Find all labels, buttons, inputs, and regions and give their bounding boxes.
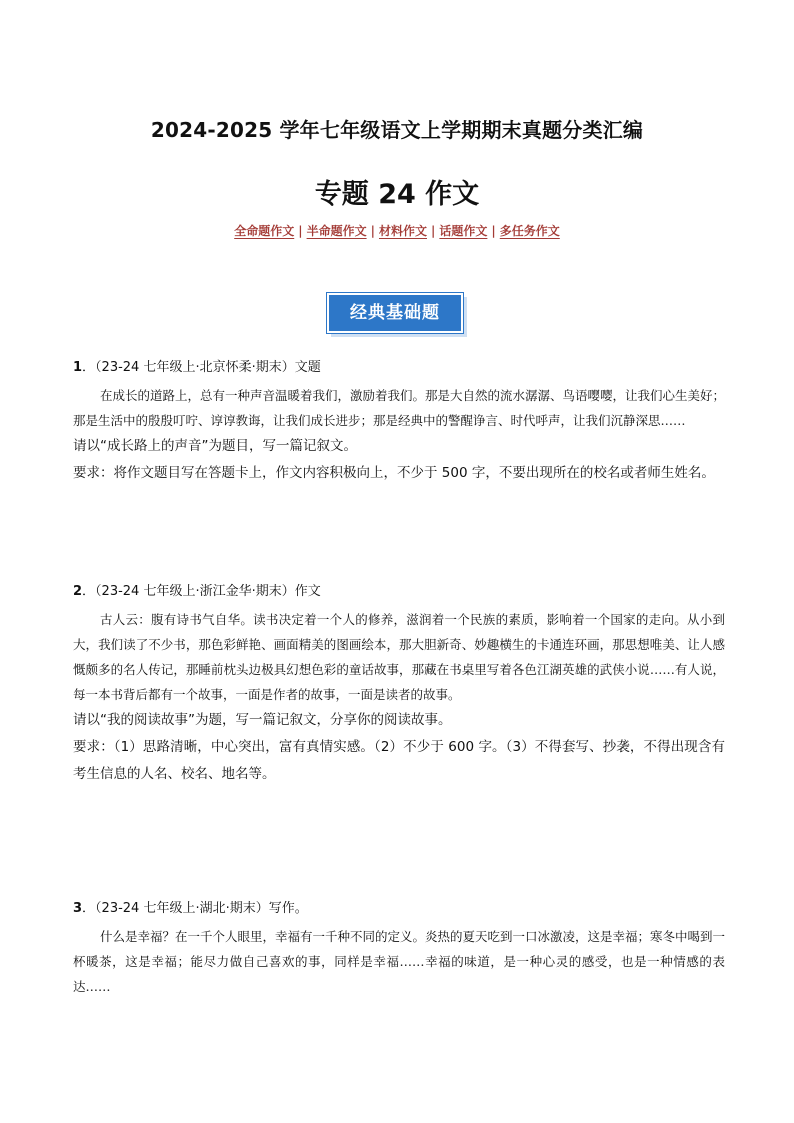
section-badge: [327, 293, 469, 340]
category-separator: |: [370, 224, 375, 238]
question-material: 在成长的道路上，总有一种声音温暖着我们，激励着我们。那是大自然的流水潺潺、鸟语嘤嘤，让我们心生美好；那是生活中的殷殷叮咛、谆谆教诲，让我们成长进步；那是经典中的警醒诤言、时代呼声，让我们沉静深思……: [73, 388, 726, 428]
question-material: 古人云：腹有诗书气自华。读书决定着一个人的修养，滋润着一个民族的素质，影响着一个国家的走向。从小到大，我们读了不少书，那色彩鲜艳、画面精美的图画绘本，那大胆新奇、妙趣横生的卡通连环画，那思想唯美、让人感慨颇多的名人传记，那睡前枕头边极具幻想色彩的童话故事，那藏在书桌里写着各色江湖英雄的武侠小说……有人说，每一本书背后都有一个故事，一面是作者的故事，一面是读者的故事。: [73, 612, 725, 702]
document-title: 2024-2025 学年七年级语文上学期期末真题分类汇编: [150, 118, 644, 142]
question-material: 什么是幸福？在一千个人眼里，幸福有一千种不同的定义。炎热的夏天吃到一口冰激凌，这是幸福；寒冬中喝到一杯暖茶，这是幸福；能尽力做自己喜欢的事，同样是幸福……幸福的味道，是一种心灵的感受，也是一种情感的表达……: [73, 929, 726, 994]
category-separator: |: [298, 224, 303, 238]
category-link-full-topic[interactable]: 全命题作文: [234, 224, 295, 238]
question-prompt: 请以“成长路上的声音”为题目，写一篇记叙文。: [73, 438, 357, 454]
question-number: 1: [73, 360, 83, 375]
category-link-half-topic[interactable]: 半命题作文: [306, 224, 367, 238]
category-separator: |: [491, 224, 496, 238]
topic-title: 专题 24 作文: [314, 179, 480, 210]
question-requirement: 要求：（1）思路清晰，中心突出，富有真情实感。（2）不少于 600 字。（3）不得套写、抄袭，不得出现含有考生信息的人名、校名、地名等。: [73, 739, 725, 782]
question-prompt: 请以“我的阅读故事”为题，写一篇记叙文，分享你的阅读故事。: [73, 712, 452, 728]
question-number: 3: [73, 901, 83, 916]
category-link-topic[interactable]: 话题作文: [439, 224, 488, 238]
question-3: [73, 897, 725, 999]
category-link-multi-task[interactable]: 多任务作文: [499, 224, 560, 238]
question-1: [73, 356, 725, 487]
question-requirement: 要求：将作文题目写在答题卡上，作文内容积极向上，不少于 500 字，不要出现所在的校名或者师生姓名。: [73, 465, 715, 481]
question-header: [73, 580, 725, 599]
question-number: 2: [73, 584, 83, 599]
category-link-material[interactable]: 材料作文: [378, 224, 427, 238]
category-separator: |: [431, 224, 436, 238]
question-source: ．（23-24 七年级上·浙江金华·期末）作文: [82, 584, 321, 599]
question-header: [73, 356, 725, 375]
category-nav: [0, 222, 794, 239]
question-source: ．（23-24 七年级上·湖北·期末）写作。: [82, 901, 308, 916]
question-header: [73, 897, 725, 916]
badge-label: 经典基础题: [327, 293, 463, 333]
question-2: [73, 580, 725, 788]
question-source: ．（23-24 七年级上·北京怀柔·期末）文题: [82, 360, 321, 375]
